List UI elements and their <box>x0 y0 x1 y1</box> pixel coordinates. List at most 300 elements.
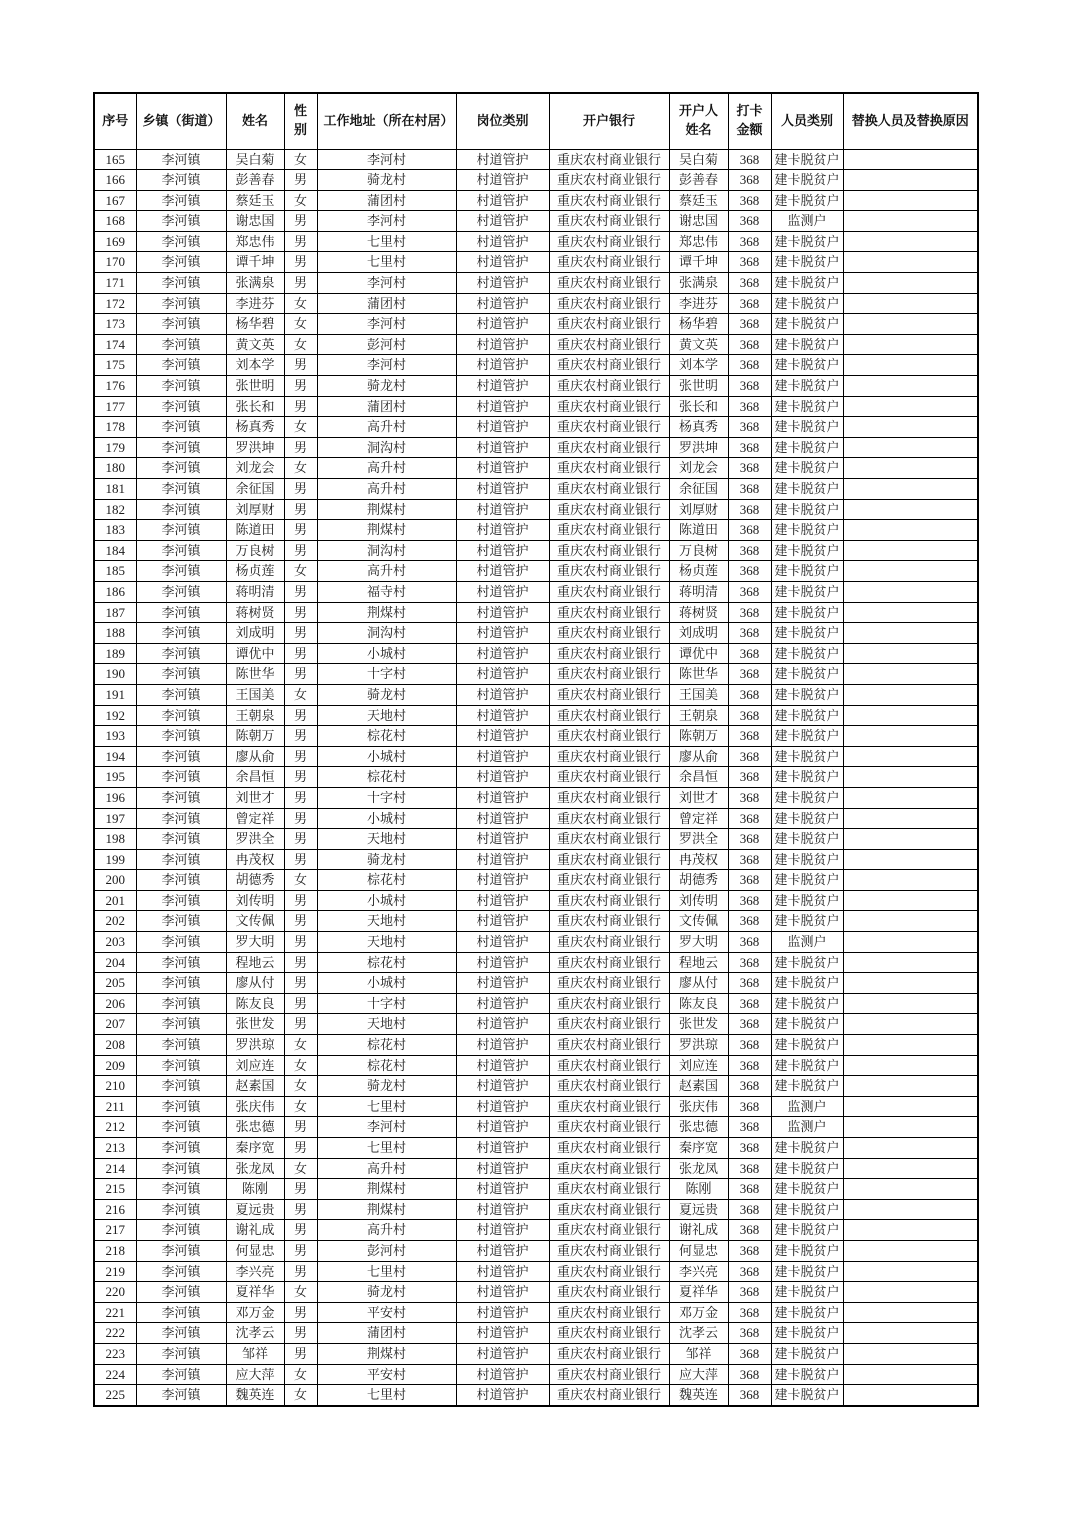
table-cell: 荆煤村 <box>317 499 456 520</box>
table-cell: 罗大明 <box>226 932 284 953</box>
table-cell: 重庆农村商业银行 <box>549 1179 669 1200</box>
table-cell: 368 <box>728 1179 771 1200</box>
table-row <box>94 561 978 582</box>
table-cell: 十字村 <box>317 664 456 685</box>
table-cell: 十字村 <box>317 993 456 1014</box>
table-cell: 谭优中 <box>226 643 284 664</box>
table-cell <box>843 746 978 767</box>
table-cell: 男 <box>284 1138 317 1159</box>
table-cell: 建卡脱贫户 <box>771 705 843 726</box>
table-cell: 建卡脱贫户 <box>771 664 843 685</box>
table-cell: 李河镇 <box>136 932 226 953</box>
table-cell: 李河镇 <box>136 540 226 561</box>
table-cell: 棕花村 <box>317 870 456 891</box>
table-cell: 刘传明 <box>226 890 284 911</box>
table-cell: 165 <box>94 149 136 170</box>
table-cell: 夏远贵 <box>669 1199 728 1220</box>
table-cell: 男 <box>284 1179 317 1200</box>
table-cell: 重庆农村商业银行 <box>549 376 669 397</box>
table-cell: 建卡脱贫户 <box>771 849 843 870</box>
table-cell: 223 <box>94 1343 136 1364</box>
table-cell: 李河镇 <box>136 767 226 788</box>
table-cell: 张忠德 <box>669 1117 728 1138</box>
table-cell: 368 <box>728 499 771 520</box>
table-cell: 邓万金 <box>226 1302 284 1323</box>
table-cell: 201 <box>94 890 136 911</box>
table-cell: 重庆农村商业银行 <box>549 829 669 850</box>
table-cell: 万良树 <box>226 540 284 561</box>
table-cell: 177 <box>94 396 136 417</box>
table-cell: 男 <box>284 1014 317 1035</box>
table-cell: 谭千坤 <box>226 252 284 273</box>
table-cell: 李河镇 <box>136 849 226 870</box>
table-cell: 谭千坤 <box>669 252 728 273</box>
table-cell: 368 <box>728 787 771 808</box>
table-cell: 建卡脱贫户 <box>771 1261 843 1282</box>
table-cell: 刘成明 <box>226 623 284 644</box>
table-cell: 重庆农村商业银行 <box>549 458 669 479</box>
table-cell: 368 <box>728 767 771 788</box>
table-row <box>94 849 978 870</box>
table-cell: 重庆农村商业银行 <box>549 1076 669 1097</box>
table-cell: 张长和 <box>669 396 728 417</box>
table-cell: 村道管护 <box>456 746 549 767</box>
table-cell: 监测户 <box>771 211 843 232</box>
table-row <box>94 602 978 623</box>
table-cell: 女 <box>284 458 317 479</box>
table-row <box>94 540 978 561</box>
table-cell: 368 <box>728 664 771 685</box>
table-row <box>94 1179 978 1200</box>
table-cell: 男 <box>284 231 317 252</box>
table-cell: 216 <box>94 1199 136 1220</box>
table-cell: 王国美 <box>669 684 728 705</box>
table-cell: 曾定祥 <box>669 808 728 829</box>
table-cell: 荆煤村 <box>317 520 456 541</box>
table-row <box>94 376 978 397</box>
table-cell: 男 <box>284 767 317 788</box>
table-cell: 368 <box>728 829 771 850</box>
table-cell: 368 <box>728 849 771 870</box>
table-cell: 男 <box>284 602 317 623</box>
table-cell: 368 <box>728 1323 771 1344</box>
table-cell: 204 <box>94 952 136 973</box>
column-header: 开户银行 <box>549 93 669 149</box>
table-cell: 368 <box>728 1220 771 1241</box>
table-cell: 建卡脱贫户 <box>771 499 843 520</box>
table-cell: 陈刚 <box>669 1179 728 1200</box>
table-cell: 刘厚财 <box>226 499 284 520</box>
table-cell: 谭优中 <box>669 643 728 664</box>
table-cell: 村道管护 <box>456 684 549 705</box>
table-cell: 邹祥 <box>669 1343 728 1364</box>
table-cell: 224 <box>94 1364 136 1385</box>
table-cell: 男 <box>284 643 317 664</box>
table-cell: 何显忠 <box>226 1240 284 1261</box>
table-cell: 男 <box>284 746 317 767</box>
table-cell: 陈刚 <box>226 1179 284 1200</box>
table-row <box>94 643 978 664</box>
table-cell: 重庆农村商业银行 <box>549 314 669 335</box>
table-cell: 李河镇 <box>136 602 226 623</box>
table-cell: 张庆伟 <box>226 1096 284 1117</box>
table-row <box>94 1014 978 1035</box>
table-cell: 李河镇 <box>136 1117 226 1138</box>
table-cell: 夏远贵 <box>226 1199 284 1220</box>
table-cell: 女 <box>284 1055 317 1076</box>
table-row <box>94 1261 978 1282</box>
table-cell: 李河镇 <box>136 1364 226 1385</box>
table-cell: 村道管护 <box>456 211 549 232</box>
table-cell: 彭善春 <box>226 170 284 191</box>
table-cell: 李河镇 <box>136 1014 226 1035</box>
table-cell: 村道管护 <box>456 273 549 294</box>
table-cell: 李兴亮 <box>669 1261 728 1282</box>
table-cell: 刘厚财 <box>669 499 728 520</box>
table-cell: 谢忠国 <box>669 211 728 232</box>
table-cell <box>843 273 978 294</box>
table-cell: 李河镇 <box>136 437 226 458</box>
table-cell: 彭河村 <box>317 334 456 355</box>
table-cell: 建卡脱贫户 <box>771 231 843 252</box>
table-cell: 168 <box>94 211 136 232</box>
table-cell: 李河镇 <box>136 1385 226 1406</box>
table-cell: 张世发 <box>669 1014 728 1035</box>
table-cell: 368 <box>728 1282 771 1303</box>
table-cell: 重庆农村商业银行 <box>549 1096 669 1117</box>
table-cell: 368 <box>728 170 771 191</box>
table-cell: 村道管护 <box>456 252 549 273</box>
table-cell: 368 <box>728 1138 771 1159</box>
table-cell: 女 <box>284 870 317 891</box>
table-cell: 村道管护 <box>456 932 549 953</box>
table-cell: 女 <box>284 314 317 335</box>
table-cell: 368 <box>728 684 771 705</box>
table-cell: 女 <box>284 190 317 211</box>
table-cell: 李河镇 <box>136 170 226 191</box>
table-cell: 男 <box>284 1117 317 1138</box>
table-row <box>94 1302 978 1323</box>
table-row <box>94 1096 978 1117</box>
table-cell: 李河村 <box>317 273 456 294</box>
table-cell: 村道管护 <box>456 437 549 458</box>
table-cell <box>843 664 978 685</box>
table-row <box>94 623 978 644</box>
table-cell: 李河村 <box>317 149 456 170</box>
table-row <box>94 1138 978 1159</box>
table-cell: 重庆农村商业银行 <box>549 1199 669 1220</box>
table-cell: 368 <box>728 417 771 438</box>
table-cell: 秦序宽 <box>226 1138 284 1159</box>
table-cell: 368 <box>728 273 771 294</box>
table-cell: 村道管护 <box>456 581 549 602</box>
table-cell: 村道管护 <box>456 376 549 397</box>
table-cell: 建卡脱贫户 <box>771 1282 843 1303</box>
table-cell: 368 <box>728 396 771 417</box>
table-row <box>94 664 978 685</box>
table-cell: 建卡脱贫户 <box>771 870 843 891</box>
table-cell: 192 <box>94 705 136 726</box>
table-cell: 男 <box>284 479 317 500</box>
table-cell: 重庆农村商业银行 <box>549 932 669 953</box>
table-cell: 男 <box>284 273 317 294</box>
table-cell: 村道管护 <box>456 829 549 850</box>
table-cell: 李河镇 <box>136 1323 226 1344</box>
table-cell: 建卡脱贫户 <box>771 396 843 417</box>
table-cell: 张满泉 <box>226 273 284 294</box>
column-header: 人员类别 <box>771 93 843 149</box>
table-cell: 李河镇 <box>136 1220 226 1241</box>
table-cell: 198 <box>94 829 136 850</box>
table-cell: 李河镇 <box>136 211 226 232</box>
table-cell: 胡德秀 <box>669 870 728 891</box>
table-cell: 村道管护 <box>456 911 549 932</box>
column-header: 姓名 <box>226 93 284 149</box>
table-cell: 193 <box>94 726 136 747</box>
table-cell: 男 <box>284 1220 317 1241</box>
table-cell: 李进芬 <box>669 293 728 314</box>
table-cell <box>843 1385 978 1406</box>
table-cell <box>843 787 978 808</box>
table-cell: 棕花村 <box>317 1035 456 1056</box>
table-cell: 万良树 <box>669 540 728 561</box>
table-row <box>94 437 978 458</box>
table-cell: 监测户 <box>771 932 843 953</box>
table-row <box>94 911 978 932</box>
table-cell: 重庆农村商业银行 <box>549 334 669 355</box>
table-cell: 重庆农村商业银行 <box>549 1117 669 1138</box>
table-cell: 七里村 <box>317 1138 456 1159</box>
table-cell: 男 <box>284 932 317 953</box>
worker-roster-table <box>93 92 979 1407</box>
table-cell: 重庆农村商业银行 <box>549 767 669 788</box>
table-cell: 福寺村 <box>317 581 456 602</box>
table-cell: 七里村 <box>317 252 456 273</box>
table-cell: 杨华碧 <box>226 314 284 335</box>
table-cell <box>843 417 978 438</box>
table-cell: 杨贞莲 <box>669 561 728 582</box>
table-cell: 209 <box>94 1055 136 1076</box>
table-cell: 男 <box>284 1343 317 1364</box>
table-cell: 368 <box>728 293 771 314</box>
table-row <box>94 890 978 911</box>
table-cell: 重庆农村商业银行 <box>549 787 669 808</box>
table-row <box>94 932 978 953</box>
table-cell: 吴白菊 <box>669 149 728 170</box>
table-cell: 男 <box>284 437 317 458</box>
table-row <box>94 499 978 520</box>
column-header: 乡镇（街道） <box>136 93 226 149</box>
table-cell <box>843 1158 978 1179</box>
table-cell: 陈友良 <box>669 993 728 1014</box>
table-cell: 建卡脱贫户 <box>771 1199 843 1220</box>
table-cell: 建卡脱贫户 <box>771 190 843 211</box>
table-cell: 李河镇 <box>136 149 226 170</box>
table-cell <box>843 540 978 561</box>
table-cell <box>843 170 978 191</box>
table-row <box>94 520 978 541</box>
table-cell: 重庆农村商业银行 <box>549 664 669 685</box>
table-row <box>94 1364 978 1385</box>
table-cell: 骑龙村 <box>317 1282 456 1303</box>
table-cell: 程地云 <box>226 952 284 973</box>
table-cell: 建卡脱贫户 <box>771 1220 843 1241</box>
table-cell: 秦序宽 <box>669 1138 728 1159</box>
table-cell: 175 <box>94 355 136 376</box>
table-cell: 建卡脱贫户 <box>771 1343 843 1364</box>
table-cell: 男 <box>284 911 317 932</box>
table-cell: 重庆农村商业银行 <box>549 273 669 294</box>
table-cell: 重庆农村商业银行 <box>549 437 669 458</box>
table-cell: 李河镇 <box>136 993 226 1014</box>
table-cell: 村道管护 <box>456 1035 549 1056</box>
table-cell: 七里村 <box>317 1385 456 1406</box>
table-row <box>94 993 978 1014</box>
table-cell: 368 <box>728 1014 771 1035</box>
table-cell: 应大萍 <box>226 1364 284 1385</box>
table-cell: 村道管护 <box>456 664 549 685</box>
table-cell: 谢礼成 <box>669 1220 728 1241</box>
column-header: 岗位类别 <box>456 93 549 149</box>
table-cell: 村道管护 <box>456 808 549 829</box>
table-cell: 骑龙村 <box>317 849 456 870</box>
table-cell: 蔡廷玉 <box>669 190 728 211</box>
table-cell: 187 <box>94 602 136 623</box>
table-cell: 村道管护 <box>456 1385 549 1406</box>
table-cell: 十字村 <box>317 787 456 808</box>
table-cell <box>843 973 978 994</box>
table-cell: 李河镇 <box>136 1096 226 1117</box>
table-cell: 张龙凤 <box>669 1158 728 1179</box>
table-cell: 女 <box>284 1385 317 1406</box>
table-cell: 202 <box>94 911 136 932</box>
table-row <box>94 684 978 705</box>
table-cell: 206 <box>94 993 136 1014</box>
table-cell: 陈道田 <box>669 520 728 541</box>
table-row <box>94 211 978 232</box>
table-cell: 七里村 <box>317 231 456 252</box>
table-cell: 李河镇 <box>136 417 226 438</box>
table-cell <box>843 870 978 891</box>
table-cell: 368 <box>728 1343 771 1364</box>
table-cell <box>843 1261 978 1282</box>
table-cell: 村道管护 <box>456 602 549 623</box>
table-cell <box>843 829 978 850</box>
table-cell: 高升村 <box>317 458 456 479</box>
table-cell: 重庆农村商业银行 <box>549 479 669 500</box>
table-cell: 天地村 <box>317 829 456 850</box>
table-cell: 199 <box>94 849 136 870</box>
table-cell: 重庆农村商业银行 <box>549 1035 669 1056</box>
table-cell: 重庆农村商业银行 <box>549 540 669 561</box>
table-cell: 211 <box>94 1096 136 1117</box>
table-cell: 村道管护 <box>456 499 549 520</box>
table-cell: 217 <box>94 1220 136 1241</box>
table-cell: 368 <box>728 705 771 726</box>
table-cell: 重庆农村商业银行 <box>549 1385 669 1406</box>
table-cell: 男 <box>284 252 317 273</box>
table-cell: 黄文英 <box>669 334 728 355</box>
table-cell: 廖从俞 <box>226 746 284 767</box>
table-cell: 李河镇 <box>136 273 226 294</box>
table-cell: 368 <box>728 1158 771 1179</box>
table-cell: 何显忠 <box>669 1240 728 1261</box>
table-cell: 男 <box>284 499 317 520</box>
table-cell: 建卡脱贫户 <box>771 1323 843 1344</box>
table-cell: 女 <box>284 149 317 170</box>
table-cell: 重庆农村商业银行 <box>549 252 669 273</box>
table-cell: 七里村 <box>317 1096 456 1117</box>
table-cell: 建卡脱贫户 <box>771 252 843 273</box>
table-cell: 村道管护 <box>456 1282 549 1303</box>
table-cell: 村道管护 <box>456 231 549 252</box>
table-cell <box>843 623 978 644</box>
table-cell: 刘世才 <box>226 787 284 808</box>
table-cell: 男 <box>284 1261 317 1282</box>
table-cell: 蔡廷玉 <box>226 190 284 211</box>
table-cell: 重庆农村商业银行 <box>549 499 669 520</box>
table-cell: 男 <box>284 355 317 376</box>
table-cell: 180 <box>94 458 136 479</box>
table-cell: 建卡脱贫户 <box>771 1385 843 1406</box>
table-cell: 男 <box>284 808 317 829</box>
table-row <box>94 149 978 170</box>
table-cell: 杨真秀 <box>226 417 284 438</box>
table-cell: 男 <box>284 829 317 850</box>
table-cell: 368 <box>728 1117 771 1138</box>
table-cell: 村道管护 <box>456 190 549 211</box>
table-cell <box>843 149 978 170</box>
table-cell: 冉茂权 <box>669 849 728 870</box>
table-cell: 重庆农村商业银行 <box>549 293 669 314</box>
table-cell: 张忠德 <box>226 1117 284 1138</box>
table-cell: 368 <box>728 479 771 500</box>
table-cell: 刘传明 <box>669 890 728 911</box>
table-cell: 村道管护 <box>456 1096 549 1117</box>
table-cell: 蒋树贤 <box>226 602 284 623</box>
table-cell: 男 <box>284 1323 317 1344</box>
table-cell <box>843 1364 978 1385</box>
table-cell: 建卡脱贫户 <box>771 1138 843 1159</box>
table-cell: 重庆农村商业银行 <box>549 1364 669 1385</box>
table-cell: 棕花村 <box>317 1055 456 1076</box>
table-cell: 196 <box>94 787 136 808</box>
table-cell: 李河镇 <box>136 252 226 273</box>
table-cell: 棕花村 <box>317 726 456 747</box>
table-cell: 李河镇 <box>136 458 226 479</box>
table-cell: 重庆农村商业银行 <box>549 1343 669 1364</box>
table-cell: 重庆农村商业银行 <box>549 1014 669 1035</box>
table-cell: 李河镇 <box>136 581 226 602</box>
table-cell: 建卡脱贫户 <box>771 1364 843 1385</box>
table-cell: 应大萍 <box>669 1364 728 1385</box>
table-cell: 重庆农村商业银行 <box>549 643 669 664</box>
table-cell: 368 <box>728 355 771 376</box>
table-cell: 建卡脱贫户 <box>771 376 843 397</box>
table-cell: 男 <box>284 520 317 541</box>
table-row <box>94 1199 978 1220</box>
table-row <box>94 458 978 479</box>
table-cell <box>843 458 978 479</box>
table-cell: 李河镇 <box>136 1138 226 1159</box>
table-cell: 225 <box>94 1385 136 1406</box>
table-cell: 彭河村 <box>317 1240 456 1261</box>
table-cell: 李河村 <box>317 355 456 376</box>
table-cell <box>843 643 978 664</box>
table-cell: 197 <box>94 808 136 829</box>
table-cell: 高升村 <box>317 479 456 500</box>
table-row <box>94 1282 978 1303</box>
